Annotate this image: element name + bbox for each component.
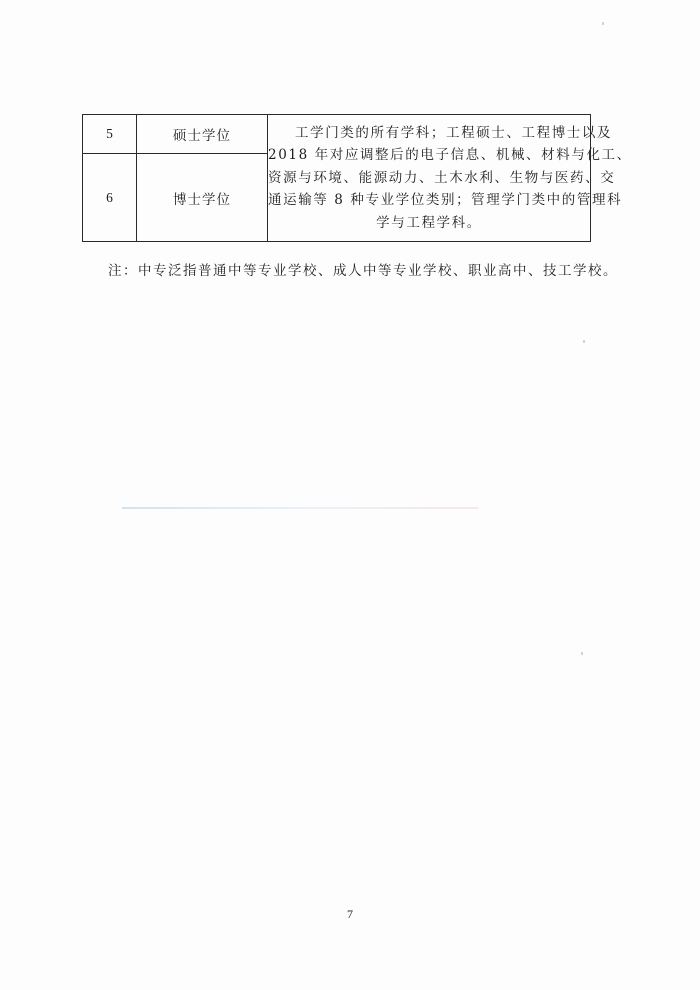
scan-speck bbox=[581, 652, 583, 655]
description-line: 2018 年对应调整后的电子信息、机械、材料与化工、 bbox=[268, 147, 632, 164]
row-number-cell: 6 bbox=[83, 154, 137, 242]
description-line: 通运输等 8 种专业学位类别；管理学门类中的管理科 bbox=[268, 192, 623, 209]
table-row bbox=[83, 115, 591, 154]
page-number: 7 bbox=[347, 907, 353, 921]
description-line: 资源与环境、能源动力、土木水利、生物与医药、交 bbox=[268, 169, 616, 186]
footnote: 注：中专泛指普通中等专业学校、成人中等专业学校、职业高中、技工学校。 bbox=[108, 263, 618, 279]
scan-speck bbox=[583, 340, 585, 343]
degree-table bbox=[82, 114, 632, 242]
scan-speck bbox=[602, 22, 604, 25]
description-line: 工学门类的所有学科；工程硕士、工程博士以及 bbox=[295, 124, 613, 141]
row-number-cell: 5 bbox=[83, 115, 137, 154]
degree-cell: 博士学位 bbox=[137, 154, 268, 242]
description-line: 学与工程学科。 bbox=[376, 214, 482, 231]
scan-artifact-line bbox=[122, 507, 478, 509]
degree-cell: 硕士学位 bbox=[137, 115, 268, 154]
discipline-description-cell bbox=[268, 115, 632, 242]
